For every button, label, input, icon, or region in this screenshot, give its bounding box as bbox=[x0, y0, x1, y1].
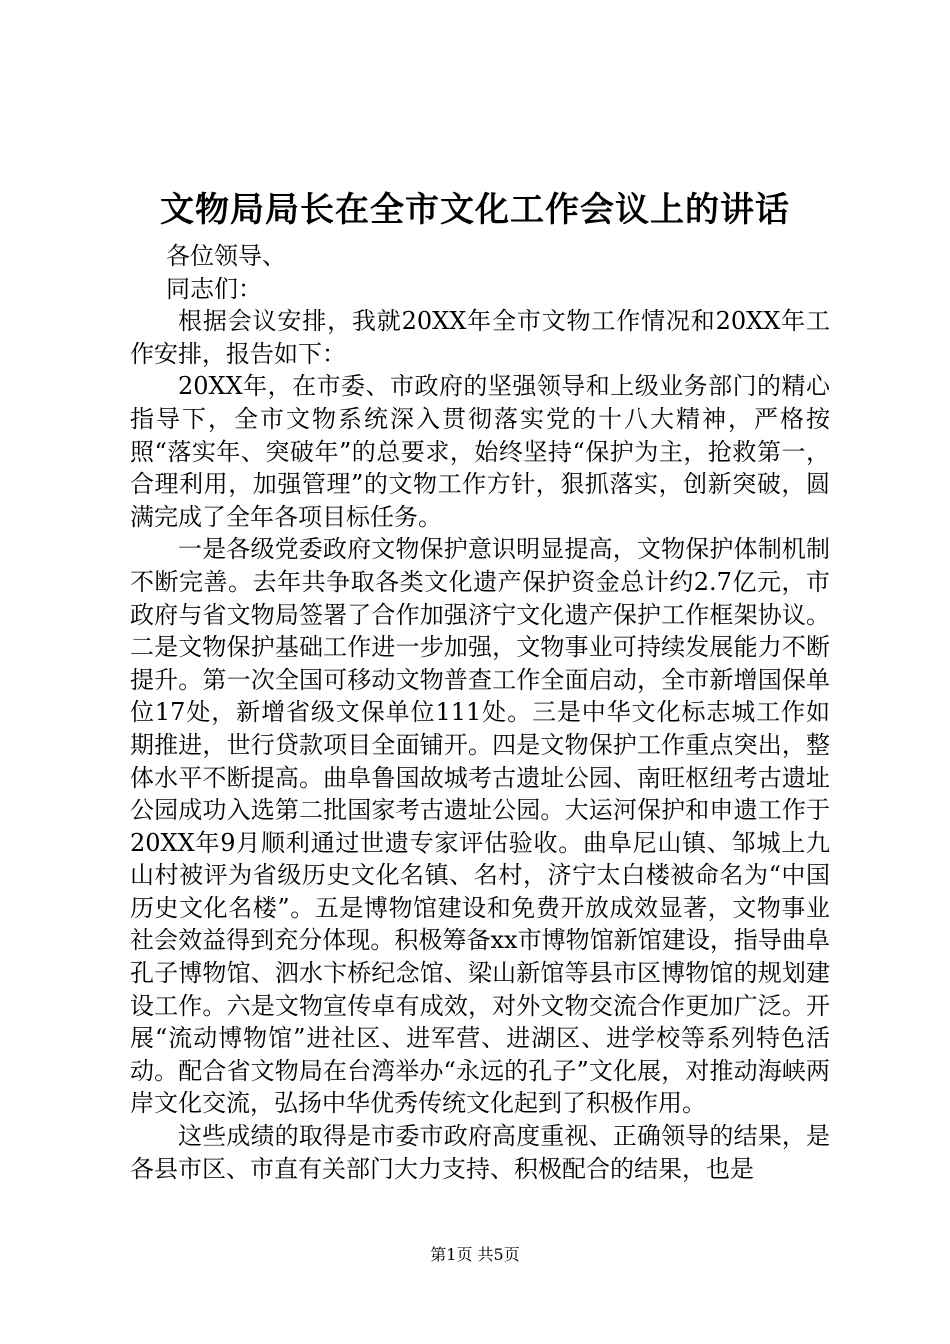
document-title: 文物局局长在全市文化工作会议上的讲话 bbox=[160, 190, 790, 230]
document-body bbox=[130, 240, 830, 1185]
body-paragraph: 一是各级党委政府文物保护意识明显提高，文物保护体制机制不断完善。去年共争取各类文化遗产保护资金总计约2.7亿元，市政府与省文物局签署了合作加强济宁文化遗产保护工作框架协议。二是文物保护基础工作进一步加强，文物事业可持续发展能力不断提升。第一次全国可移动文物普查工作全面启动，全市新增国保单位17处，新增省级文保单位111处。三是中华文化标志城工作如期推进，世行贷款项目全面铺开。四是文物保护工作重点突出，整体水平不断提高。曲阜鲁国故城考古遗址公园、南旺枢纽考古遗址公园成功入选第二批国家考古遗址公园。大运河保护和申遗工作于20XX年9月顺利通过世遗专家评估验收。曲阜尼山镇、邹城上九山村被评为省级历史文化名镇、名村，济宁太白楼被命名为“中国历史文化名楼”。五是博物馆建设和免费开放成效显著，文物事业社会效益得到充分体现。积极筹备xx市博物馆新馆建设，指导曲阜孔子博物馆、泗水卞桥纪念馆、梁山新馆等县市区博物馆的规划建设工作。六是文物宣传卓有成效，对外文物交流合作更加广泛。开展“流动博物馆”进社区、进军营、进湖区、进学校等系列特色活动。配合省文物局在台湾举办“永远的孔子”文化展，对推动海峡两岸文化交流，弘扬中华优秀传统文化起到了积极作用。 bbox=[130, 535, 830, 1118]
salutation-line: 同志们： bbox=[166, 274, 262, 303]
body-paragraph: 20XX年，在市委、市政府的坚强领导和上级业务部门的精心指导下，全市文物系统深入贯彻落实党的十八大精神，严格按照“落实年、突破年”的总要求，始终坚持“保护为主，抢救第一，合理利用，加强管理”的文物工作方针，狠抓落实，创新突破，圆满完成了全年各项目标任务。 bbox=[130, 372, 830, 531]
page-footer: 第1页 共5页 bbox=[430, 1245, 520, 1264]
salutation-line: 各位领导、 bbox=[166, 242, 286, 270]
body-paragraph: 根据会议安排，我就20XX年全市文物工作情况和20XX年工作安排，报告如下： bbox=[130, 307, 830, 368]
body-paragraph: 这些成绩的取得是市委市政府高度重视、正确领导的结果，是各县市区、市直有关部门大力支持、积极配合的结果，也是 bbox=[130, 1122, 830, 1183]
